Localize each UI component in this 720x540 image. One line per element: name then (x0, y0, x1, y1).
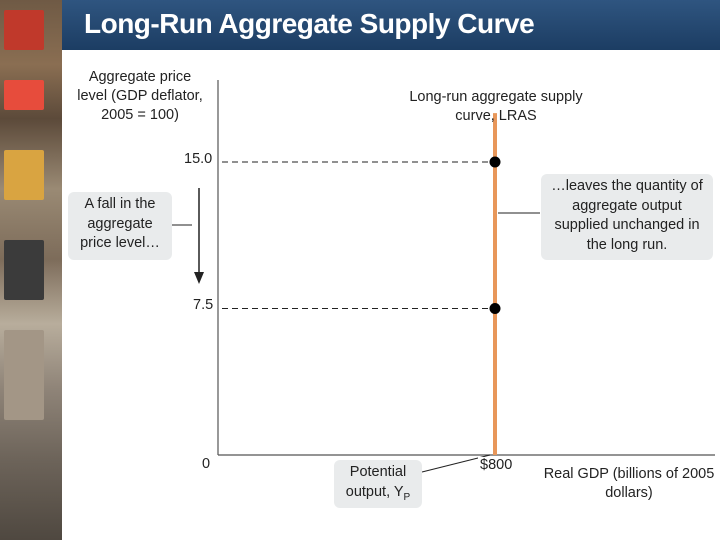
lras-label-text: Long-run aggregate supply curve, LRAS (409, 89, 583, 124)
potential-output-subscript: P (403, 491, 411, 503)
lras-label (408, 88, 584, 126)
fall-arrow-head (194, 272, 204, 284)
y-axis-label: Aggregate price level (GDP deflator, 2005 = 100) (77, 69, 203, 123)
x-tick-800: $800 (480, 457, 513, 473)
potential-output-text: Potential output, Y (345, 464, 407, 500)
callout-price-fall: A fall in the aggregate price level… (68, 192, 172, 260)
callout-potential-output (334, 460, 422, 508)
y-tick-15: 15.0 (184, 151, 213, 167)
callout-output-unchanged: …leaves the quantity of aggregate output supplied unchanged in the long run. (541, 174, 713, 260)
y-tick-0: 0 (202, 456, 211, 472)
data-point-15 (490, 157, 501, 168)
x-axis-label: Real GDP (billions of 2005 dollars) (543, 466, 715, 501)
y-tick-7-5: 7.5 (193, 297, 214, 313)
page-title: Long-Run Aggregate Supply Curve (84, 8, 535, 39)
data-point-7-5 (490, 303, 501, 314)
